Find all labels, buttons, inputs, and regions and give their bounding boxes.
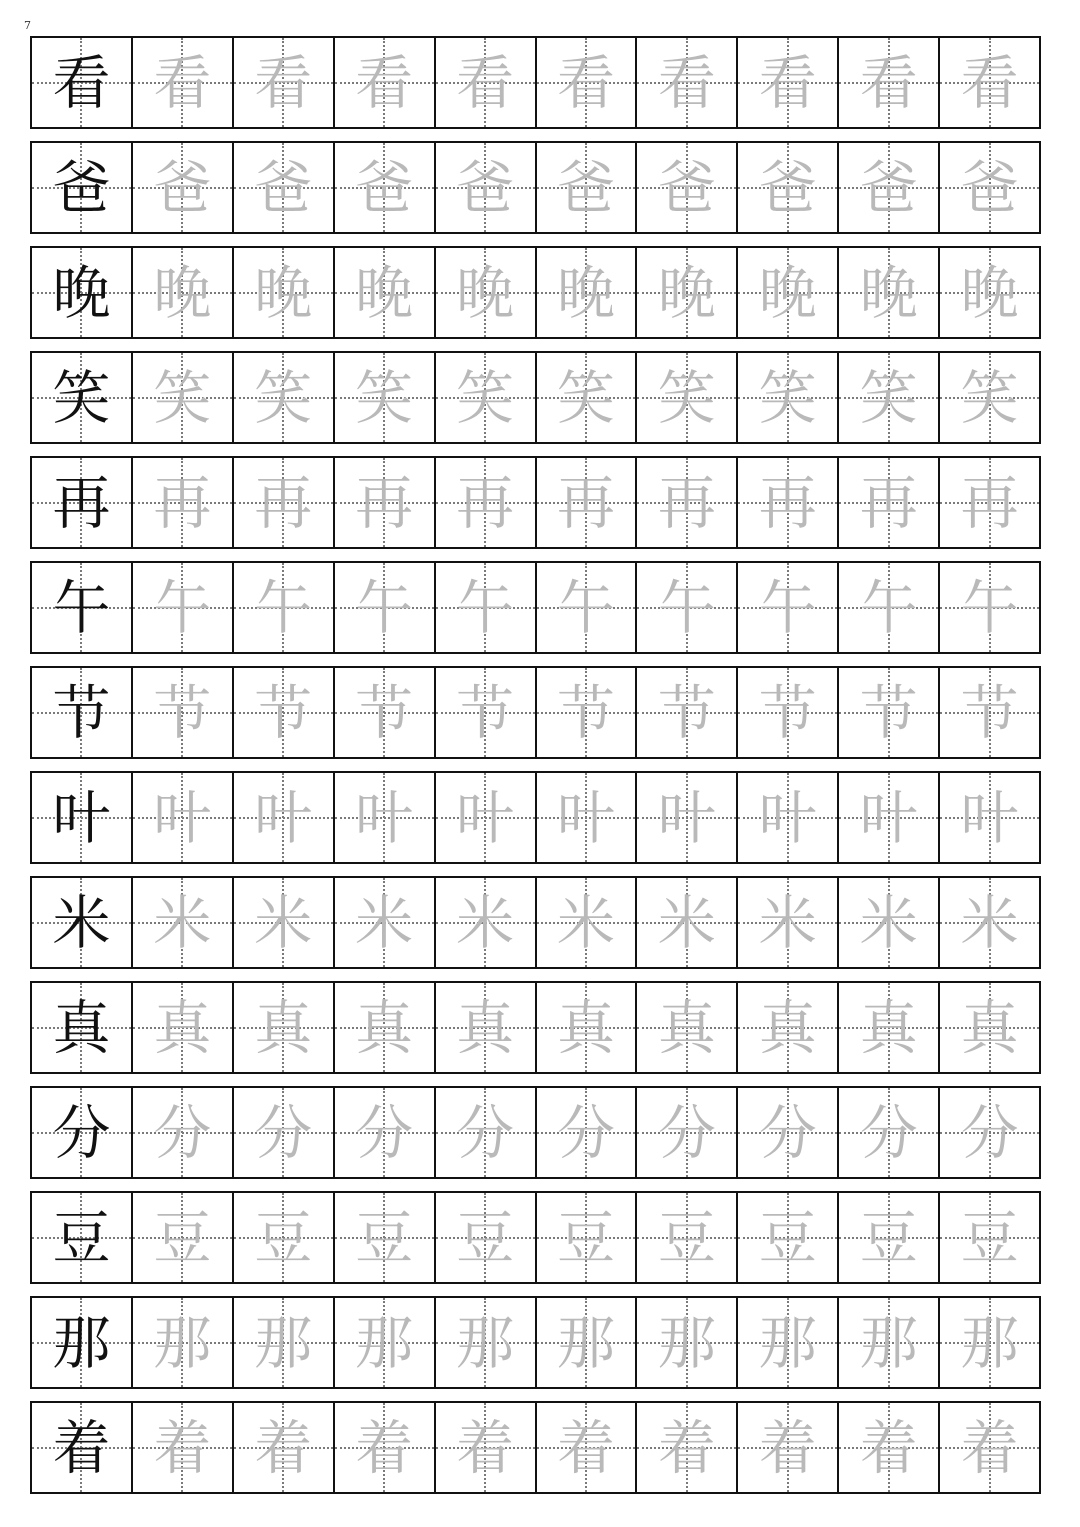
tracing-character-cell[interactable]: [637, 38, 738, 127]
tracing-character: 真: [456, 993, 515, 1062]
tracing-character: 午: [355, 573, 414, 642]
model-character: 再: [52, 468, 111, 537]
tracing-character: 看: [657, 48, 716, 117]
tracing-character: 着: [556, 1413, 615, 1482]
tracing-character: 分: [355, 1098, 414, 1167]
tracing-character: 米: [758, 888, 817, 957]
tracing-character: 晚: [153, 258, 212, 327]
tracing-character: 看: [859, 48, 918, 117]
tracing-character-cell[interactable]: [839, 878, 940, 967]
tracing-character-cell[interactable]: [436, 773, 537, 862]
tracing-character-cell[interactable]: [335, 143, 436, 232]
tracing-character-cell[interactable]: [133, 773, 234, 862]
model-character-cell: [32, 353, 133, 442]
tracing-character-cell[interactable]: [637, 1088, 738, 1177]
practice-row: [30, 666, 1041, 759]
tracing-character: 笑: [456, 363, 515, 432]
tracing-character-cell[interactable]: [839, 563, 940, 652]
tracing-character-cell[interactable]: [436, 1193, 537, 1282]
tracing-character-cell[interactable]: [940, 773, 1039, 862]
tracing-character-cell[interactable]: [738, 563, 839, 652]
tracing-character-cell[interactable]: [537, 143, 638, 232]
tracing-character: 着: [456, 1413, 515, 1482]
tracing-character-cell[interactable]: [940, 353, 1039, 442]
tracing-character-cell[interactable]: [839, 1088, 940, 1177]
tracing-character: 叶: [758, 783, 817, 852]
tracing-character-cell[interactable]: [436, 248, 537, 337]
tracing-character: 午: [758, 573, 817, 642]
tracing-character-cell[interactable]: [537, 773, 638, 862]
tracing-character-cell[interactable]: [537, 248, 638, 337]
tracing-character-cell[interactable]: [537, 458, 638, 547]
tracing-character-cell[interactable]: [234, 668, 335, 757]
tracing-character-cell[interactable]: [839, 143, 940, 232]
tracing-character: 晚: [556, 258, 615, 327]
tracing-character: 再: [859, 468, 918, 537]
tracing-character-cell[interactable]: [335, 1298, 436, 1387]
tracing-character-cell[interactable]: [537, 353, 638, 442]
tracing-character-cell[interactable]: [738, 458, 839, 547]
tracing-character: 豆: [758, 1203, 817, 1272]
model-character-cell: [32, 563, 133, 652]
tracing-character: 晚: [456, 258, 515, 327]
tracing-character-cell[interactable]: [234, 773, 335, 862]
tracing-character-cell[interactable]: [637, 1193, 738, 1282]
tracing-character-cell[interactable]: [234, 353, 335, 442]
tracing-character-cell[interactable]: [537, 1298, 638, 1387]
tracing-character-cell[interactable]: [839, 1298, 940, 1387]
model-character-cell: [32, 38, 133, 127]
tracing-character-cell[interactable]: [637, 143, 738, 232]
tracing-character-cell[interactable]: [335, 353, 436, 442]
tracing-character-cell[interactable]: [637, 773, 738, 862]
tracing-character: 爸: [960, 153, 1019, 222]
tracing-character-cell[interactable]: [537, 1403, 638, 1492]
tracing-character-cell[interactable]: [940, 1403, 1039, 1492]
tracing-character: 午: [859, 573, 918, 642]
tracing-character-cell[interactable]: [537, 668, 638, 757]
tracing-character: 真: [657, 993, 716, 1062]
tracing-character-cell[interactable]: [537, 38, 638, 127]
tracing-character: 豆: [355, 1203, 414, 1272]
tracing-character-cell[interactable]: [133, 143, 234, 232]
tracing-character: 节: [254, 678, 313, 747]
tracing-character: 看: [758, 48, 817, 117]
tracing-character: 真: [153, 993, 212, 1062]
model-character: 午: [52, 573, 111, 642]
tracing-character: 节: [859, 678, 918, 747]
tracing-character-cell[interactable]: [637, 353, 738, 442]
practice-row: [30, 876, 1041, 969]
tracing-character-cell[interactable]: [637, 1298, 738, 1387]
tracing-character-cell[interactable]: [335, 458, 436, 547]
tracing-character-cell[interactable]: [335, 668, 436, 757]
tracing-character: 真: [859, 993, 918, 1062]
tracing-character-cell[interactable]: [234, 983, 335, 1072]
tracing-character: 午: [456, 573, 515, 642]
model-character-cell: [32, 1088, 133, 1177]
tracing-character-cell[interactable]: [940, 668, 1039, 757]
tracing-character: 爸: [758, 153, 817, 222]
tracing-character: 那: [456, 1308, 515, 1377]
tracing-character-cell[interactable]: [234, 143, 335, 232]
tracing-character-cell[interactable]: [839, 668, 940, 757]
tracing-character-cell[interactable]: [537, 983, 638, 1072]
tracing-character-cell[interactable]: [839, 983, 940, 1072]
tracing-character: 晚: [758, 258, 817, 327]
tracing-character: 米: [355, 888, 414, 957]
tracing-character: 着: [254, 1413, 313, 1482]
tracing-character-cell[interactable]: [940, 1298, 1039, 1387]
tracing-character: 那: [758, 1308, 817, 1377]
tracing-character: 笑: [556, 363, 615, 432]
tracing-character: 米: [556, 888, 615, 957]
tracing-character-cell[interactable]: [234, 878, 335, 967]
tracing-character: 米: [960, 888, 1019, 957]
tracing-character: 分: [859, 1098, 918, 1167]
tracing-character: 晚: [657, 258, 716, 327]
model-character-cell: [32, 143, 133, 232]
tracing-character: 笑: [355, 363, 414, 432]
tracing-character-cell[interactable]: [133, 248, 234, 337]
tracing-character: 着: [355, 1413, 414, 1482]
tracing-character: 爸: [254, 153, 313, 222]
tracing-character: 那: [153, 1308, 212, 1377]
tracing-character-cell[interactable]: [133, 38, 234, 127]
tracing-character-cell[interactable]: [738, 668, 839, 757]
tracing-character: 爸: [355, 153, 414, 222]
tracing-character-cell[interactable]: [738, 1403, 839, 1492]
tracing-character-cell[interactable]: [839, 1193, 940, 1282]
practice-row: [30, 1296, 1041, 1389]
tracing-character: 午: [960, 573, 1019, 642]
tracing-character: 豆: [153, 1203, 212, 1272]
tracing-character: 分: [456, 1098, 515, 1167]
tracing-character-cell[interactable]: [839, 248, 940, 337]
tracing-character: 再: [556, 468, 615, 537]
tracing-character: 节: [960, 678, 1019, 747]
tracing-character: 真: [355, 993, 414, 1062]
tracing-character-cell[interactable]: [637, 878, 738, 967]
model-character: 豆: [52, 1203, 111, 1272]
tracing-character-cell[interactable]: [133, 458, 234, 547]
tracing-character: 真: [758, 993, 817, 1062]
tracing-character-cell[interactable]: [234, 458, 335, 547]
tracing-character-cell[interactable]: [234, 1298, 335, 1387]
model-character: 真: [52, 993, 111, 1062]
tracing-character-cell[interactable]: [738, 878, 839, 967]
tracing-character-cell[interactable]: [537, 878, 638, 967]
tracing-character: 叶: [153, 783, 212, 852]
model-character-cell: [32, 458, 133, 547]
practice-row: [30, 351, 1041, 444]
tracing-character-cell[interactable]: [738, 983, 839, 1072]
tracing-character: 笑: [960, 363, 1019, 432]
tracing-character: 那: [254, 1308, 313, 1377]
tracing-character-cell[interactable]: [537, 1088, 638, 1177]
tracing-character-cell[interactable]: [637, 668, 738, 757]
tracing-character: 再: [758, 468, 817, 537]
tracing-character-cell[interactable]: [637, 983, 738, 1072]
tracing-character-cell[interactable]: [335, 563, 436, 652]
tracing-character-cell[interactable]: [436, 458, 537, 547]
model-character-cell: [32, 248, 133, 337]
tracing-character-cell[interactable]: [738, 1088, 839, 1177]
tracing-character-cell[interactable]: [537, 563, 638, 652]
tracing-character: 晚: [254, 258, 313, 327]
model-character: 节: [52, 678, 111, 747]
tracing-character-cell[interactable]: [133, 353, 234, 442]
tracing-character: 节: [758, 678, 817, 747]
tracing-character-cell[interactable]: [133, 1193, 234, 1282]
tracing-character: 看: [355, 48, 414, 117]
tracing-character-cell[interactable]: [133, 563, 234, 652]
tracing-character: 分: [254, 1098, 313, 1167]
practice-row: [30, 246, 1041, 339]
tracing-character: 米: [153, 888, 212, 957]
model-character: 看: [52, 48, 111, 117]
tracing-character: 爸: [657, 153, 716, 222]
tracing-character-cell[interactable]: [940, 1193, 1039, 1282]
tracing-character-cell[interactable]: [133, 1088, 234, 1177]
tracing-character-cell[interactable]: [839, 38, 940, 127]
tracing-character: 叶: [355, 783, 414, 852]
practice-row: [30, 456, 1041, 549]
tracing-character: 着: [859, 1413, 918, 1482]
model-character-cell: [32, 983, 133, 1072]
tracing-character-cell[interactable]: [234, 38, 335, 127]
tracing-character: 笑: [153, 363, 212, 432]
tracing-character: 看: [556, 48, 615, 117]
tracing-character: 节: [456, 678, 515, 747]
tracing-character: 再: [657, 468, 716, 537]
tracing-character-cell[interactable]: [839, 458, 940, 547]
tracing-character-cell[interactable]: [436, 878, 537, 967]
tracing-character-cell[interactable]: [537, 1193, 638, 1282]
tracing-character: 分: [758, 1098, 817, 1167]
tracing-character-cell[interactable]: [133, 668, 234, 757]
tracing-character: 爸: [153, 153, 212, 222]
model-character-cell: [32, 668, 133, 757]
tracing-character: 晚: [960, 258, 1019, 327]
tracing-character: 着: [960, 1413, 1019, 1482]
tracing-character-cell[interactable]: [133, 878, 234, 967]
tracing-character-cell[interactable]: [637, 458, 738, 547]
tracing-character-cell[interactable]: [637, 248, 738, 337]
tracing-character: 节: [355, 678, 414, 747]
model-character-cell: [32, 773, 133, 862]
character-practice-sheet: [30, 36, 1041, 1506]
tracing-character-cell[interactable]: [436, 668, 537, 757]
practice-row: [30, 141, 1041, 234]
tracing-character: 那: [657, 1308, 716, 1377]
tracing-character: 豆: [456, 1203, 515, 1272]
tracing-character: 着: [153, 1413, 212, 1482]
tracing-character-cell[interactable]: [738, 1298, 839, 1387]
tracing-character-cell[interactable]: [335, 983, 436, 1072]
tracing-character: 叶: [657, 783, 716, 852]
tracing-character: 再: [355, 468, 414, 537]
tracing-character-cell[interactable]: [436, 563, 537, 652]
page-number: 7: [24, 19, 31, 32]
tracing-character: 节: [556, 678, 615, 747]
tracing-character: 笑: [758, 363, 817, 432]
tracing-character: 节: [153, 678, 212, 747]
tracing-character-cell[interactable]: [436, 1403, 537, 1492]
tracing-character-cell[interactable]: [335, 773, 436, 862]
tracing-character-cell[interactable]: [940, 878, 1039, 967]
model-character: 分: [52, 1098, 111, 1167]
model-character: 叶: [52, 783, 111, 852]
practice-row: [30, 981, 1041, 1074]
tracing-character-cell[interactable]: [335, 1088, 436, 1177]
practice-row: [30, 1191, 1041, 1284]
tracing-character: 再: [456, 468, 515, 537]
model-character-cell: [32, 1298, 133, 1387]
tracing-character-cell[interactable]: [738, 1193, 839, 1282]
tracing-character-cell[interactable]: [335, 1403, 436, 1492]
model-character: 那: [52, 1308, 111, 1377]
model-character-cell: [32, 1403, 133, 1492]
model-character: 晚: [52, 258, 111, 327]
practice-row: [30, 1401, 1041, 1494]
tracing-character: 豆: [556, 1203, 615, 1272]
tracing-character: 晚: [355, 258, 414, 327]
tracing-character: 节: [657, 678, 716, 747]
tracing-character-cell[interactable]: [436, 1088, 537, 1177]
tracing-character-cell[interactable]: [738, 353, 839, 442]
tracing-character: 分: [556, 1098, 615, 1167]
tracing-character-cell[interactable]: [133, 1298, 234, 1387]
tracing-character: 那: [556, 1308, 615, 1377]
tracing-character-cell[interactable]: [234, 248, 335, 337]
tracing-character: 米: [254, 888, 313, 957]
tracing-character-cell[interactable]: [234, 1403, 335, 1492]
tracing-character: 看: [960, 48, 1019, 117]
tracing-character: 真: [556, 993, 615, 1062]
tracing-character: 真: [960, 993, 1019, 1062]
tracing-character-cell[interactable]: [335, 38, 436, 127]
tracing-character-cell[interactable]: [940, 563, 1039, 652]
tracing-character: 叶: [960, 783, 1019, 852]
tracing-character: 豆: [859, 1203, 918, 1272]
model-character: 着: [52, 1413, 111, 1482]
practice-row: [30, 36, 1041, 129]
tracing-character-cell[interactable]: [234, 1193, 335, 1282]
tracing-character-cell[interactable]: [839, 1403, 940, 1492]
tracing-character: 那: [355, 1308, 414, 1377]
tracing-character: 笑: [657, 363, 716, 432]
tracing-character-cell[interactable]: [940, 1088, 1039, 1177]
tracing-character: 着: [758, 1413, 817, 1482]
tracing-character: 看: [153, 48, 212, 117]
tracing-character: 爸: [859, 153, 918, 222]
tracing-character: 着: [657, 1413, 716, 1482]
practice-row: [30, 561, 1041, 654]
tracing-character-cell[interactable]: [234, 1088, 335, 1177]
model-character-cell: [32, 878, 133, 967]
tracing-character: 叶: [254, 783, 313, 852]
tracing-character: 米: [657, 888, 716, 957]
tracing-character: 米: [859, 888, 918, 957]
tracing-character: 叶: [556, 783, 615, 852]
tracing-character: 叶: [859, 783, 918, 852]
tracing-character: 午: [153, 573, 212, 642]
tracing-character: 豆: [254, 1203, 313, 1272]
tracing-character-cell[interactable]: [940, 983, 1039, 1072]
tracing-character-cell[interactable]: [738, 773, 839, 862]
tracing-character-cell[interactable]: [133, 1403, 234, 1492]
tracing-character: 分: [657, 1098, 716, 1167]
tracing-character: 爸: [556, 153, 615, 222]
model-character: 米: [52, 888, 111, 957]
practice-row: [30, 771, 1041, 864]
tracing-character: 笑: [859, 363, 918, 432]
tracing-character-cell[interactable]: [436, 353, 537, 442]
tracing-character: 再: [960, 468, 1019, 537]
tracing-character: 爸: [456, 153, 515, 222]
tracing-character: 晚: [859, 258, 918, 327]
tracing-character-cell[interactable]: [637, 1403, 738, 1492]
tracing-character-cell[interactable]: [133, 983, 234, 1072]
tracing-character: 叶: [456, 783, 515, 852]
tracing-character: 真: [254, 993, 313, 1062]
tracing-character: 笑: [254, 363, 313, 432]
tracing-character: 米: [456, 888, 515, 957]
tracing-character: 豆: [960, 1203, 1019, 1272]
tracing-character: 再: [153, 468, 212, 537]
tracing-character: 那: [960, 1308, 1019, 1377]
tracing-character-cell[interactable]: [940, 458, 1039, 547]
tracing-character: 豆: [657, 1203, 716, 1272]
tracing-character-cell[interactable]: [436, 983, 537, 1072]
tracing-character-cell[interactable]: [335, 248, 436, 337]
practice-row: [30, 1086, 1041, 1179]
model-character-cell: [32, 1193, 133, 1282]
tracing-character: 看: [456, 48, 515, 117]
tracing-character-cell[interactable]: [940, 38, 1039, 127]
tracing-character-cell[interactable]: [335, 1193, 436, 1282]
tracing-character-cell[interactable]: [940, 248, 1039, 337]
tracing-character-cell[interactable]: [839, 353, 940, 442]
tracing-character-cell[interactable]: [436, 1298, 537, 1387]
tracing-character: 午: [657, 573, 716, 642]
tracing-character-cell[interactable]: [738, 248, 839, 337]
tracing-character-cell[interactable]: [436, 38, 537, 127]
tracing-character: 那: [859, 1308, 918, 1377]
tracing-character-cell[interactable]: [738, 143, 839, 232]
model-character: 笑: [52, 363, 111, 432]
tracing-character: 再: [254, 468, 313, 537]
tracing-character: 看: [254, 48, 313, 117]
tracing-character-cell[interactable]: [637, 563, 738, 652]
tracing-character: 午: [254, 573, 313, 642]
tracing-character-cell[interactable]: [940, 143, 1039, 232]
tracing-character: 午: [556, 573, 615, 642]
tracing-character-cell[interactable]: [436, 143, 537, 232]
tracing-character: 分: [960, 1098, 1019, 1167]
tracing-character: 分: [153, 1098, 212, 1167]
model-character: 爸: [52, 153, 111, 222]
tracing-character-cell[interactable]: [839, 773, 940, 862]
tracing-character-cell[interactable]: [335, 878, 436, 967]
tracing-character-cell[interactable]: [738, 38, 839, 127]
tracing-character-cell[interactable]: [234, 563, 335, 652]
